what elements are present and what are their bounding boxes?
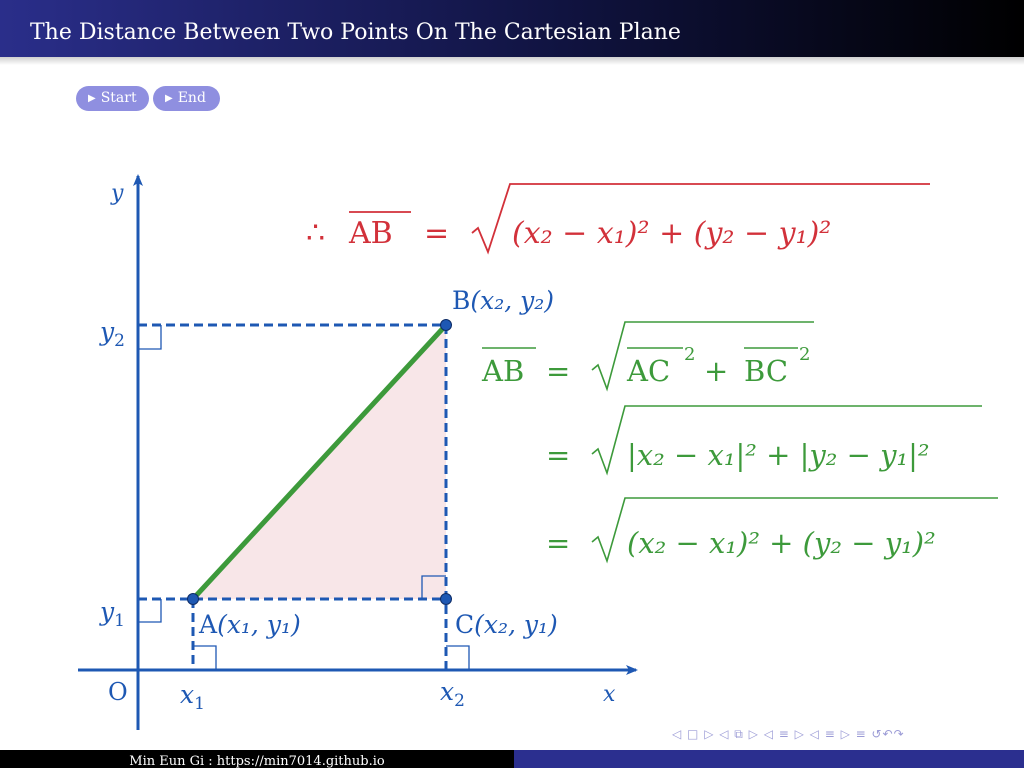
step3-rhs: (x₂ − x₁)² + (y₂ − y₁)² bbox=[627, 526, 936, 560]
main-rhs: (x₂ − x₁)² + (y₂ − y₁)² bbox=[512, 216, 832, 251]
y1-tick-label: $y_1$ bbox=[100, 597, 125, 631]
right-angle-mark bbox=[446, 646, 469, 670]
derivation-step-1 bbox=[481, 322, 814, 389]
x2-tick-label: $x_2$ bbox=[440, 677, 465, 711]
x1-tick-label: $x_1$ bbox=[180, 680, 205, 714]
slide-title: The Distance Between Two Points On The Cartesian Plane bbox=[30, 20, 681, 45]
point-c-label: C(x₂, y₁) bbox=[455, 610, 558, 639]
start-button-label: Start bbox=[100, 90, 137, 106]
origin-label: O bbox=[108, 678, 128, 706]
therefore-symbol: ∴ bbox=[306, 216, 326, 251]
play-icon: ▶ bbox=[165, 93, 173, 104]
segment-bc: BC bbox=[744, 354, 789, 388]
x-axis-label: x bbox=[603, 682, 616, 707]
right-angle-mark bbox=[138, 599, 161, 622]
superscript-2: 2 bbox=[684, 344, 696, 365]
point-a-label: A(x₁, y₁) bbox=[199, 610, 301, 639]
y2-tick-label: $y_2$ bbox=[100, 317, 125, 351]
right-angle-mark bbox=[193, 646, 216, 670]
plus-sign: + bbox=[704, 354, 729, 388]
point-a bbox=[188, 594, 199, 605]
superscript-2: 2 bbox=[799, 344, 811, 365]
equals-sign: = bbox=[546, 354, 571, 388]
equals-sign: = bbox=[546, 438, 571, 472]
right-angle-mark bbox=[138, 325, 161, 349]
equals-sign: = bbox=[546, 526, 571, 560]
y-axis-label: y bbox=[111, 181, 124, 206]
beamer-navigation-icons[interactable]: ◁ □ ▷ ◁ ⧉ ▷ ◁ ≡ ▷ ◁ ≡ ▷ ≡ ↺↶↷ bbox=[672, 727, 905, 741]
step2-rhs: |x₂ − x₁|² + |y₂ − y₁|² bbox=[627, 438, 930, 472]
footer-right bbox=[514, 750, 1024, 768]
play-icon: ▶ bbox=[88, 93, 96, 104]
point-b-label: B(x₂, y₂) bbox=[452, 286, 555, 315]
equals-sign: = bbox=[424, 216, 450, 251]
segment-ab-green: AB bbox=[482, 354, 525, 388]
segment-ac: AC bbox=[627, 354, 671, 388]
point-b bbox=[441, 320, 452, 331]
end-button-label: End bbox=[177, 90, 206, 106]
point-c bbox=[441, 594, 452, 605]
main-distance-formula bbox=[306, 184, 930, 252]
derivation-step-3 bbox=[546, 498, 998, 561]
segment-ab-red: AB bbox=[349, 216, 393, 251]
footer-author: Min Eun Gi : https://min7014.github.io bbox=[129, 754, 385, 769]
derivation-step-2 bbox=[546, 406, 982, 473]
